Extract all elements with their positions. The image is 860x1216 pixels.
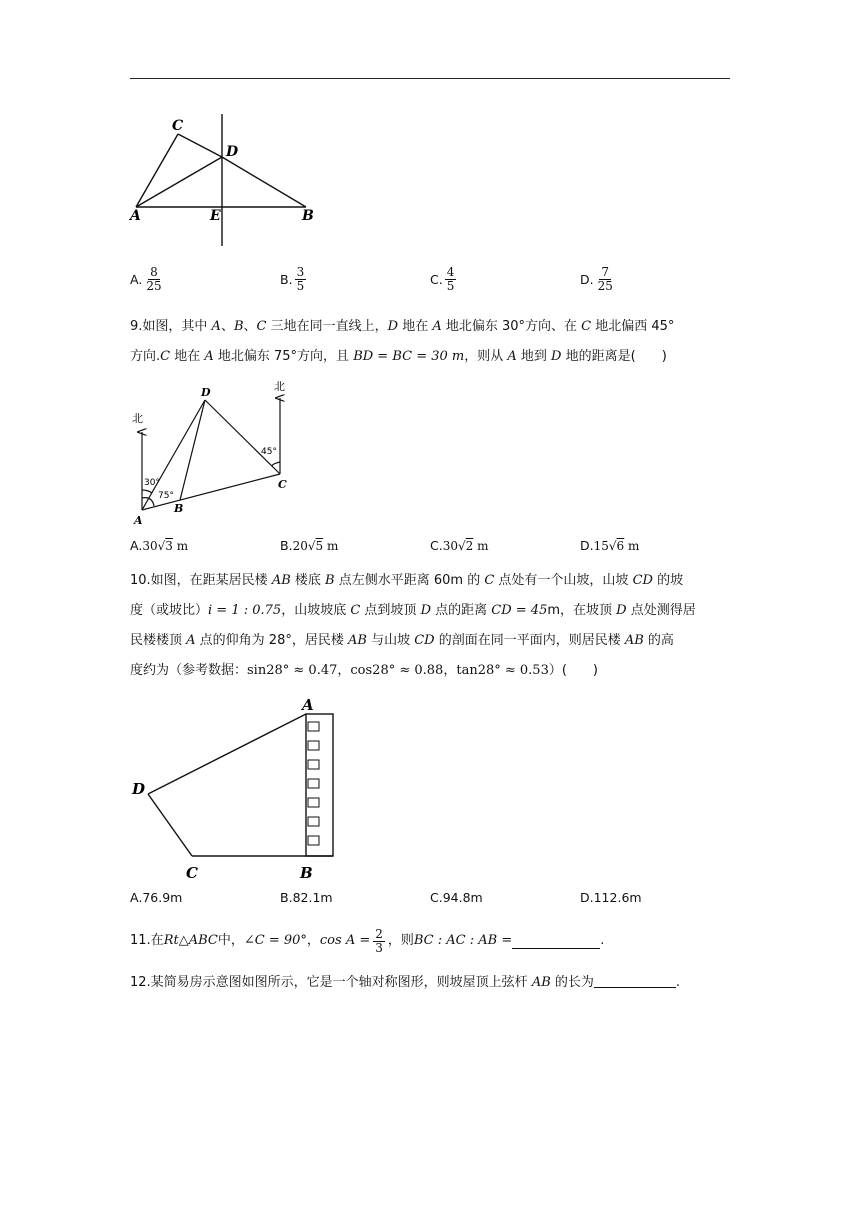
q8-options: [130, 266, 730, 294]
slope-cd: [148, 794, 192, 856]
label-d: D: [132, 780, 146, 798]
q12-text: 12.某简易房示意图如图所示，它是一个轴对称图形，则坡屋顶上弦杆 AB 的长为 .: [130, 975, 681, 990]
label-d: D: [201, 386, 211, 399]
label-c: C: [186, 864, 198, 882]
segment-bd: [180, 400, 205, 500]
label-c: C: [278, 478, 287, 491]
segment-db: [222, 157, 306, 207]
label-b: B: [302, 208, 314, 224]
label-a: A: [302, 696, 314, 714]
option-b[interactable]: B. 20√5 m: [280, 538, 339, 553]
q10-text: [130, 566, 734, 686]
q9-line-1: 9.如图，其中 A、B、C 三地在同一直线上，D 地在 A 地北偏东 30°方向、在 C 地北偏西 45°: [130, 319, 675, 334]
label-b: B: [174, 502, 184, 515]
q10-line-3: 民楼楼顶 A 点的仰角为 28°，居民楼 AB 与山坡 CD 的剖面在同一平面内，则居民楼 AB 的高: [130, 633, 674, 648]
angle-45-label: 45°: [261, 447, 277, 457]
q9-options: [130, 538, 730, 566]
segment-ad: [136, 157, 222, 207]
option-b[interactable]: B. $\frac{3}{5}$: [280, 265, 305, 293]
fraction: $\frac{3}{5}$: [296, 265, 305, 293]
figure-q9: [128, 378, 308, 528]
label-d: D: [226, 144, 239, 160]
q10-options: [130, 890, 730, 918]
q11-text: 11.在 Rt△ABC 中， ∠C = 90° ， cos A = $\frac{2}{3}$ ，则 BC : AC : AB = .: [130, 926, 605, 955]
north-label-c: 北: [274, 380, 285, 393]
q10-line-2: 度（或坡比）i = 1 : 0.75，山坡坡底 C 点到坡顶 D 点的距离 CD = 45m，在坡顶 D 点处测得居: [130, 603, 696, 618]
segment-cd: [178, 134, 222, 157]
angle-30-label: 30°: [144, 478, 160, 488]
label-c: C: [172, 118, 184, 134]
option-c[interactable]: C. $\frac{4}{5}$: [430, 265, 455, 293]
fraction: $\frac{2}{3}$: [375, 926, 383, 955]
option-a[interactable]: A. 76.9m: [130, 890, 183, 905]
fraction: $\frac{7}{25}$: [597, 265, 613, 293]
north-label-a: 北: [132, 412, 143, 425]
option-d[interactable]: D. $\frac{7}{25}$: [580, 265, 613, 293]
figure-q10: [128, 696, 358, 886]
label-a: A: [134, 514, 143, 527]
segment-dc: [205, 400, 280, 474]
angle-75-label: 75°: [158, 491, 174, 501]
building-windows: [308, 722, 319, 845]
figure-q8: [128, 112, 338, 252]
answer-blank[interactable]: [594, 973, 676, 988]
segment-da: [148, 714, 306, 794]
angle-arc-30: [142, 490, 152, 493]
q9-text: [130, 312, 734, 372]
q10-line-4: 度约为（参考数据：sin28° ≈ 0.47，cos28° ≈ 0.88，tan28° ≈ 0.53）( ): [130, 663, 598, 678]
label-e: E: [210, 208, 221, 224]
q9-line-2: 方向.C 地在 A 地北偏东 75°方向，且 BD = BC = 30 m，则从 A 地到 D 地的距离是( ): [130, 349, 667, 364]
segment-ac: [136, 134, 178, 207]
label-a: A: [130, 208, 141, 224]
q10-line-1: 10.如图，在距某居民楼 AB 楼底 B 点左侧水平距离 60m 的 C 点处有一个山坡，山坡 CD 的坡: [130, 573, 684, 588]
option-c[interactable]: C. 30√2 m: [430, 538, 489, 553]
option-c[interactable]: C. 94.8m: [430, 890, 483, 905]
fraction: $\frac{8}{25}$: [146, 265, 162, 293]
label-b: B: [300, 864, 313, 882]
option-a[interactable]: A. $\frac{8}{25}$: [130, 265, 162, 293]
option-b[interactable]: B. 82.1m: [280, 890, 333, 905]
fraction: $\frac{4}{5}$: [446, 265, 455, 293]
answer-blank[interactable]: [512, 934, 600, 949]
option-d[interactable]: D. 15√6 m: [580, 538, 640, 553]
header-rule: [130, 78, 730, 79]
option-a[interactable]: A. 30√3 m: [130, 538, 189, 553]
option-d[interactable]: D. 112.6m: [580, 890, 642, 905]
angle-arc-45: [272, 462, 280, 466]
